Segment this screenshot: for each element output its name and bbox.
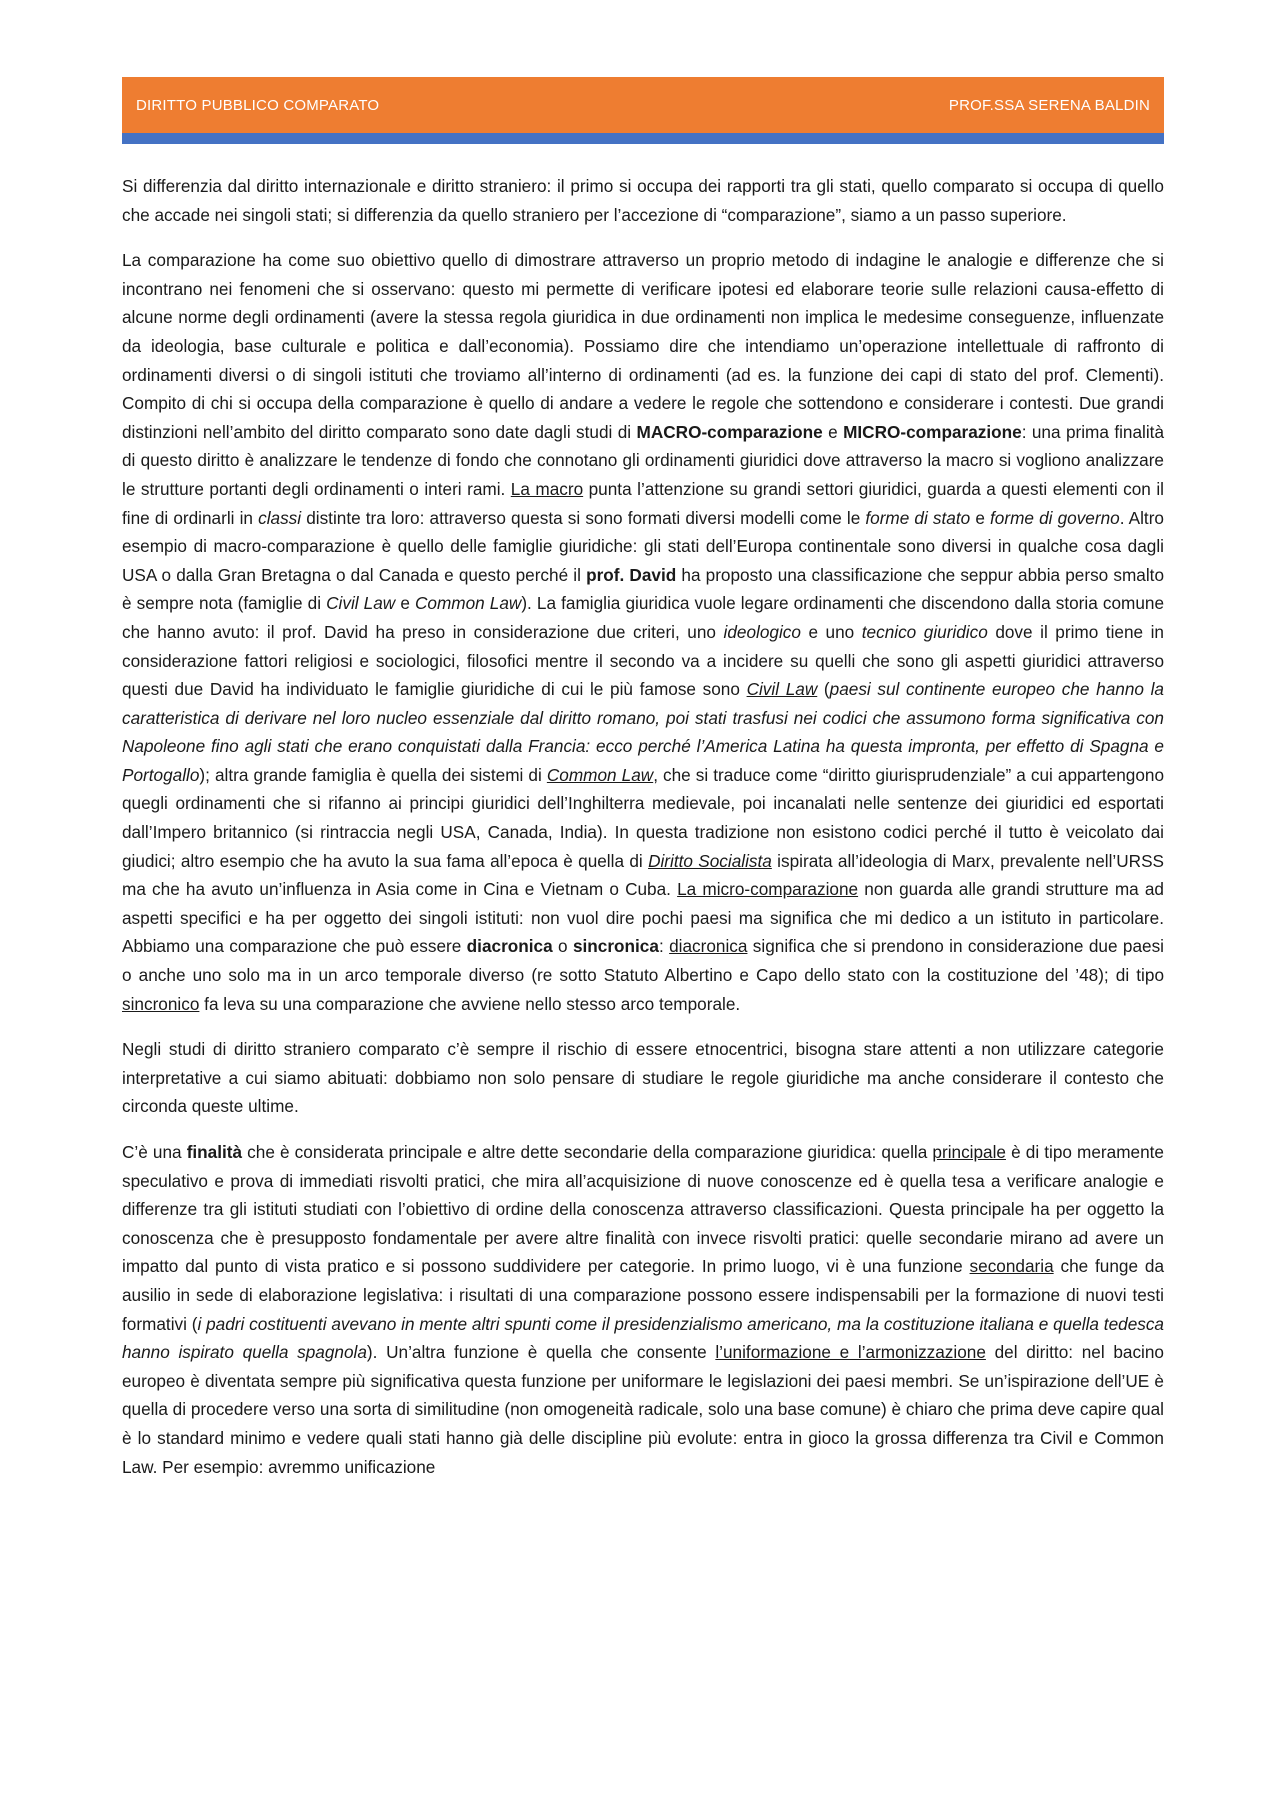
text-run: distinte tra loro: attraverso questa si sono formati diversi modelli come le <box>301 507 866 528</box>
bold-term: sincronica <box>572 936 659 957</box>
text-run: punta l’attenzione su grandi settori giuridici, guarda a questi elementi con il fine di ordinarli in <box>122 478 1164 528</box>
text-run: che funge da ausilio in sede di elaborazione legislativa: i risultati di una comparazione possono essere indispensabili per la formazione di nuovi testi formativi ( <box>122 1256 1165 1334</box>
italic-term: forme di governo <box>990 507 1120 528</box>
bold-term: MACRO-comparazione <box>636 421 823 442</box>
text-run: dove il primo tiene in considerazione fattori religiosi e sociologici, filosofici mentre il secondo va a incidere su quelli che sono gli aspetti giuridici attraverso questi due David ha individuato le famiglie giuridiche di cui le più famose sono <box>122 621 1164 700</box>
underlined-term: principale <box>932 1142 1006 1162</box>
text-run: , che si traduce come “diritto giurisprudenziale” a cui appartengono quegli ordinamenti che si rifanno ai principi giuridici dell’Inghilterra medievale, poi incanalati nelle sentenze dei giuridici ed esportati dall’Impero britannico (si rintraccia negli USA, Canada, India). In questa tradizione non esistono codici perché il tutto è veicolato dai giudici; altro esempio che ha avuto la sua fama all’epoca è quella di <box>122 764 1165 871</box>
text-run: C’è una <box>122 1142 187 1162</box>
text-run: e <box>970 507 991 528</box>
text-run: ); altra grande famiglia è quella dei sistemi di <box>199 764 547 785</box>
italic-term: Common Law <box>414 593 522 614</box>
text-run: significa che si prendono in considerazione due paesi o anche uno solo ma in un arco temporale diverso (re sotto Statuto Albertino e Capo dello stato con la costituzione del ’48); di tipo <box>122 936 1164 986</box>
bold-term: prof. David <box>586 564 677 585</box>
page-header <box>122 77 1164 133</box>
text-run: ispirata all’ideologia di Marx, prevalente nell’URSS ma che ha avuto un’influenza in Asia come in Cina e Vietnam o Cuba. <box>122 850 1165 900</box>
text-run: e <box>395 593 415 614</box>
text-run: o <box>552 936 573 957</box>
italic-term: tecnico giuridico <box>861 621 988 642</box>
italic-term: ideologico <box>723 621 801 642</box>
italic-text: paesi sul continente europeo che hanno la caratteristica di derivare nel loro nucleo essenziale dal diritto romano, poi stati trasfusi nei codici che assumono forma significativa con Napoleone fino agli stati che erano conquistati dalla Francia: ecco perché l’America Latina ha questa impronta, per effetto di Spagna e Portogallo <box>122 679 1164 785</box>
underlined-term: l’uniformazione e l’armonizzazione <box>715 1342 986 1363</box>
text-run: : <box>658 936 670 957</box>
text-run: che è considerata principale e altre dette secondarie della comparazione giuridica: quella <box>242 1142 933 1162</box>
text-run: . Altro esempio di macro-comparazione è quello delle famiglie giuridiche: gli stati dell’Europa continentale sono diversi in qualche cosa dagli USA o dalla Gran Bretagna o dal Canada e questo perché il <box>122 507 1164 585</box>
paragraph-3: Negli studi di diritto straniero comparato c’è sempre il rischio di essere etnocentrici, bisogna stare attenti a non utilizzare categorie interpretative a cui siamo abituati: dobbiamo non solo pensare di studiare le regole giuridiche ma anche considerare il contesto che circonda queste ultime. <box>122 1039 1164 1117</box>
bold-term: diacronica <box>466 936 553 957</box>
bold-term: MICRO-comparazione <box>843 421 1022 442</box>
text-run: e <box>822 421 844 442</box>
text-run: : una prima finalità di questo diritto è analizzare le tendenze di fondo che connotano gli ordinamenti giuridici dove attraverso la macro si vogliono analizzare le strutture portanti degli ordinamenti o interi rami. <box>122 421 1164 499</box>
underlined-term: La micro-comparazione <box>677 879 859 900</box>
italic-term: Civil Law <box>326 593 396 614</box>
italic-term: classi <box>258 507 302 528</box>
italic-text: i padri costituenti avevano in mente altri spunti come il presidenzialismo americano, ma la costituzione italiana e quella tedesca hanno ispirato quella spagnola <box>122 1313 1164 1363</box>
text-run: e uno <box>800 621 862 642</box>
underlined-term: diacronica <box>669 936 748 957</box>
document-body <box>122 172 1164 1498</box>
text-run: ). La famiglia giuridica vuole legare ordinamenti che discendono dalla storia comune che hanno avuto: il prof. David ha preso in considerazione due criteri, uno <box>122 593 1165 642</box>
underlined-italic-term: Diritto Socialista <box>648 850 772 871</box>
text-run: non guarda alle grandi strutture ma ad aspetti specifici e ha per oggetto dei singoli istituti: non vuol dire pochi paesi ma significa che mi dedico a un istituto in particolare. Abbiamo una comparazione che può essere <box>122 879 1164 957</box>
text-run: del diritto: nel bacino europeo è diventata sempre più significativa questa funzione per uniformare le legislazioni dei paesi membri. Se un’ispirazione dell’UE è quella di procedere verso una sorta di similitudine (non omogeneità radicale, solo una base comune) è chiaro che prima deve capire qual è lo standard minimo e vedere quali stati hanno già delle discipline più evolute: entra in gioco la grossa differenza tra Civil e Common Law. Per esempio: avremmo unificazione <box>122 1342 1164 1477</box>
paragraph-1: Si differenzia dal diritto internazionale e diritto straniero: il primo si occupa dei rapporti tra gli stati, quello comparato si occupa di quello che accade nei singoli stati; si differenzia da quello straniero per l’accezione di “comparazione”, siamo a un passo superiore. <box>122 176 1164 225</box>
underlined-italic-term: Common Law <box>546 764 654 785</box>
underlined-italic-term: Civil Law <box>746 679 818 700</box>
paragraph-2 <box>122 246 1164 1018</box>
text-run: ). Un’altra funzione è quella che consente <box>366 1342 716 1363</box>
paragraph-4 <box>122 1138 1164 1481</box>
text-run: La comparazione ha come suo obiettivo quello di dimostrare attraverso un proprio metodo di indagine le analogie e differenze che si incontrano nei fenomeni che si osservano: questo mi permette di verificare ipotesi ed elaborare teorie sulle relazioni causa-effetto di alcune norme degli ordinamenti (avere la stessa regola giuridica in due ordinamenti non implica le medesime conseguenze, influenzate da ideologia, base culturale e politica e dall’economia). Possiamo dire che intendiamo un’operazione intellettuale di raffronto di ordinamenti diversi o di singoli istituti che troviamo all’interno di ordinamenti (ad es. la funzione dei capi di stato del prof. Clementi). Compito di chi si occupa della comparazione è quello di andare a vedere le regole che sottendono e considerare i contesti. Due grandi distinzioni nell’ambito del diritto comparato sono date dagli studi di <box>122 250 1164 442</box>
text-run: è di tipo meramente speculativo e prova di immediati risvolti pratici, che mira all’acquisizione di nuove conoscenze ed è quella tesa a verificare analogie e differenze tra gli istituti studiati con l’obiettivo di ordine della conoscenza attraverso classificazioni. Questa principale ha per oggetto la conoscenza che è presupposto fondamentale per avere altre finalità con invece risvolti pratici: quelle secondarie mirano ad avere un impatto dal punto di vista pratico e si possono suddividere per categorie. In primo luogo, vi è una funzione <box>122 1142 1164 1277</box>
bold-term: finalità <box>186 1142 243 1162</box>
italic-term: forme di stato <box>865 507 971 528</box>
underlined-term: sincronico <box>122 993 200 1014</box>
text-run: fa leva su una comparazione che avviene nello stesso arco temporale. <box>199 993 741 1014</box>
underlined-term: La macro <box>510 478 584 499</box>
underlined-term: secondaria <box>969 1256 1054 1277</box>
header-accent-bar <box>122 133 1164 144</box>
text-run: ha proposto una classificazione che seppur abbia perso smalto è sempre nota (famiglie di <box>122 564 1165 614</box>
professor-name: PROF.SSA SERENA BALDIN <box>948 96 1150 114</box>
course-title: DIRITTO PUBBLICO COMPARATO <box>136 96 380 114</box>
text-run: ( <box>817 679 830 700</box>
